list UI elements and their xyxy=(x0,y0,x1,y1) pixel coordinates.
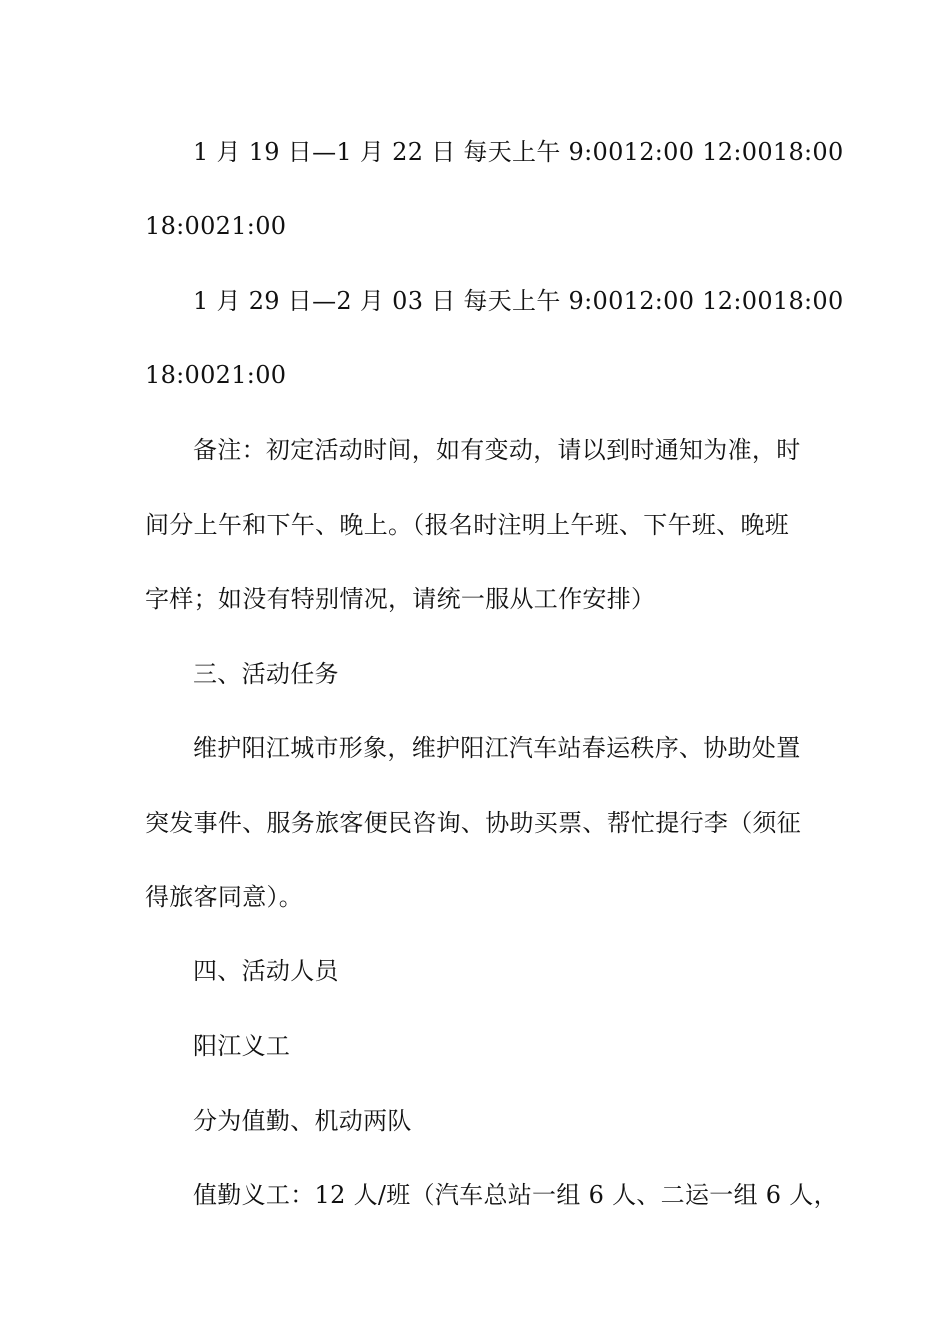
note-paragraph-line-1: 备注：初定活动时间，如有变动，请以到时通知为准，时 xyxy=(193,436,801,464)
schedule-line-2-continued: 18:0021:00 xyxy=(145,361,287,389)
personnel-group-name: 阳江义工 xyxy=(193,1032,291,1060)
tasks-paragraph-line-3: 得旅客同意）。 xyxy=(145,883,304,911)
section-heading-activity-personnel: 四、活动人员 xyxy=(193,957,339,985)
tasks-paragraph-line-1: 维护阳江城市形象，维护阳江汽车站春运秩序、协助处置 xyxy=(193,734,801,762)
schedule-line-1: 1 月 19 日—1 月 22 日 每天上午 9:0012:00 12:0018:00 xyxy=(193,138,844,166)
schedule-line-2: 1 月 29 日—2 月 03 日 每天上午 9:0012:00 12:0018:00 xyxy=(193,287,844,315)
note-paragraph-line-3: 字样；如没有特别情况，请统一服从工作安排） xyxy=(145,585,656,613)
duty-volunteers-line: 值勤义工：12 人/班（汽车总站一组 6 人、二运一组 6 人， xyxy=(193,1181,838,1209)
section-heading-activity-tasks: 三、活动任务 xyxy=(193,660,339,688)
schedule-line-1-continued: 18:0021:00 xyxy=(145,212,287,240)
team-division-line: 分为值勤、机动两队 xyxy=(193,1107,412,1135)
note-paragraph-line-2: 间分上午和下午、晚上。（报名时注明上午班、下午班、晚班 xyxy=(145,511,790,539)
tasks-paragraph-line-2: 突发事件、服务旅客便民咨询、协助买票、帮忙提行李（须征 xyxy=(145,809,802,837)
